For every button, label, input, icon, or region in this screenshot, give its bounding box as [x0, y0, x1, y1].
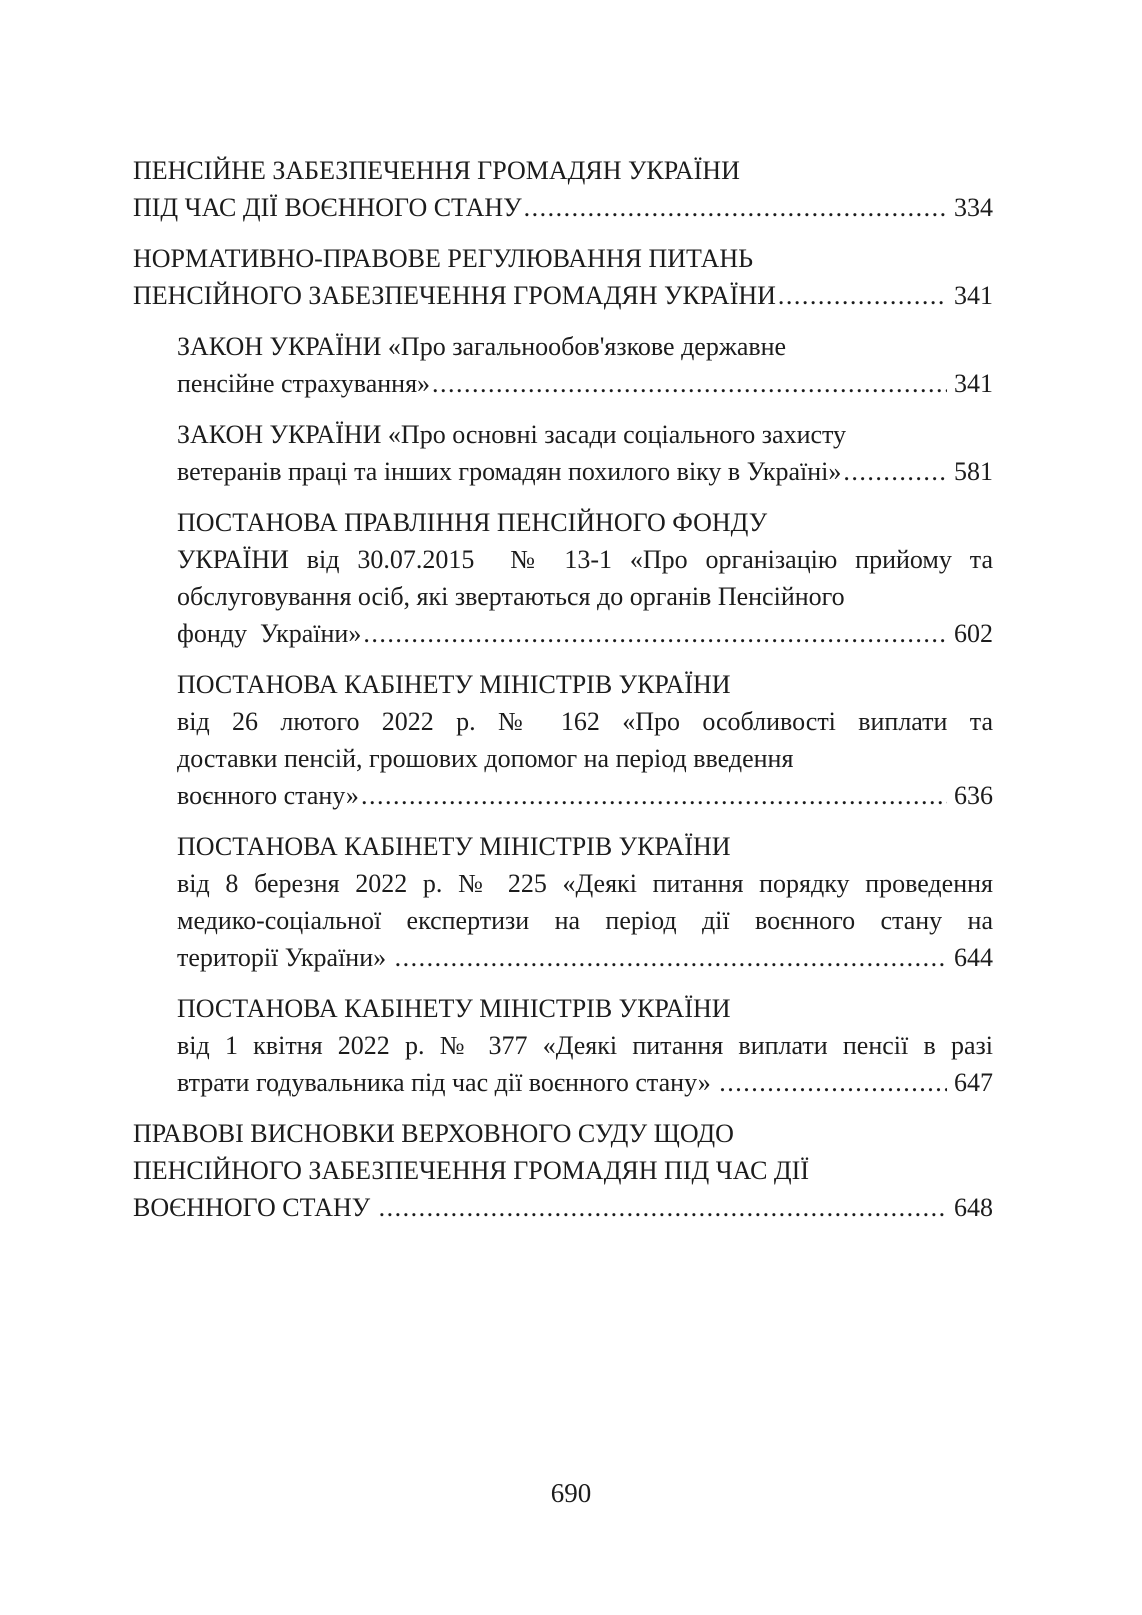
toc-entry-line: обслуговування осіб, які звертаються до органів Пенсійного — [177, 582, 845, 611]
dot-leader — [361, 777, 947, 814]
table-of-contents — [133, 152, 993, 1240]
toc-entry-line: ПЕНСІЙНЕ ЗАБЕЗПЕЧЕННЯ ГРОМАДЯН УКРАЇНИ — [133, 156, 740, 185]
toc-page-number: 341 — [954, 281, 993, 310]
toc-entry-line: ПОСТАНОВА КАБІНЕТУ МІНІСТРІВ УКРАЇНИ — [177, 670, 731, 699]
toc-entry-last-line — [177, 365, 993, 402]
dot-leader — [719, 1064, 947, 1101]
toc-entry-text: пенсійне страхування» — [177, 369, 431, 398]
toc-entry-last-line — [177, 615, 993, 652]
toc-entry-last-line — [177, 939, 993, 976]
toc-entry — [133, 152, 993, 226]
toc-entry-line: УКРАЇНИ від 30.07.2015 № 13-1 «Про організацію прийому та — [177, 545, 993, 574]
toc-entry-line: ПРАВОВІ ВИСНОВКИ ВЕРХОВНОГО СУДУ ЩОДО — [133, 1119, 734, 1148]
toc-entry-last-line — [177, 777, 993, 814]
page-number: 690 — [550, 1478, 592, 1508]
toc-entry-line: ПОСТАНОВА ПРАВЛІННЯ ПЕНСІЙНОГО ФОНДУ — [177, 508, 768, 537]
toc-page-number: 581 — [954, 457, 993, 486]
toc-entry-line: від 1 квітня 2022 р. № 377 «Деякі питання виплати пенсії в разі — [177, 1031, 993, 1060]
toc-entry — [177, 990, 993, 1101]
toc-entry-line: від 26 лютого 2022 р. № 162 «Про особливості виплати та — [177, 707, 993, 736]
toc-entry-line: ПОСТАНОВА КАБІНЕТУ МІНІСТРІВ УКРАЇНИ — [177, 994, 731, 1023]
toc-entry-line: ЗАКОН УКРАЇНИ «Про основні засади соціального захисту — [177, 420, 847, 449]
toc-entry-line: від 8 березня 2022 р. № 225 «Деякі питання порядку проведення — [177, 869, 993, 898]
toc-entry-text: ВОЄННОГО СТАНУ — [133, 1193, 377, 1222]
toc-entry-last-line — [133, 1189, 993, 1226]
dot-leader — [395, 939, 947, 976]
toc-entry-line: ЗАКОН УКРАЇНИ «Про загальнообов'язкове державне — [177, 332, 787, 361]
toc-entry-text: фонду України» — [177, 619, 362, 648]
toc-entry — [177, 328, 993, 402]
toc-entry — [177, 504, 993, 652]
dot-leader — [363, 615, 947, 652]
toc-entry-last-line — [133, 277, 993, 314]
toc-entry-line: ПЕНСІЙНОГО ЗАБЕЗПЕЧЕННЯ ГРОМАДЯН ПІД ЧАС ДІЇ — [133, 1156, 809, 1185]
toc-entry-text: ПІД ЧАС ДІЇ ВОЄННОГО СТАНУ — [133, 193, 522, 222]
dot-leader — [524, 189, 947, 226]
toc-page-number: 602 — [954, 619, 993, 648]
toc-entry-last-line — [177, 453, 993, 490]
toc-entry-text: ПЕНСІЙНОГО ЗАБЕЗПЕЧЕННЯ ГРОМАДЯН УКРАЇНИ — [133, 281, 776, 310]
toc-entry-text: втрати годувальника під час дії воєнного стану» — [177, 1068, 718, 1097]
toc-entry — [177, 666, 993, 814]
toc-entry-text: ветеранів праці та інших громадян похилого віку в Україні» — [177, 457, 842, 486]
page-footer — [0, 1477, 1142, 1509]
toc-entry-last-line — [133, 189, 993, 226]
toc-page-number: 636 — [954, 781, 993, 810]
toc-entry-line: НОРМАТИВНО-ПРАВОВЕ РЕГУЛЮВАННЯ ПИТАНЬ — [133, 244, 754, 273]
toc-page-number: 341 — [954, 369, 993, 398]
toc-page-number: 648 — [954, 1193, 993, 1222]
toc-entry — [177, 828, 993, 976]
toc-page-number: 644 — [954, 943, 993, 972]
toc-entry — [133, 1115, 993, 1226]
toc-page-number: 647 — [954, 1068, 993, 1097]
dot-leader — [379, 1189, 947, 1226]
toc-entry-last-line — [177, 1064, 993, 1101]
toc-entry — [177, 416, 993, 490]
dot-leader — [778, 277, 947, 314]
toc-entry — [133, 240, 993, 314]
toc-entry-line: ПОСТАНОВА КАБІНЕТУ МІНІСТРІВ УКРАЇНИ — [177, 832, 731, 861]
dot-leader — [843, 453, 947, 490]
toc-entry-line: медико-соціальної експертизи на період дії воєнного стану на — [177, 906, 993, 935]
toc-page-number: 334 — [954, 193, 993, 222]
toc-entry-line: доставки пенсій, грошових допомог на період введення — [177, 744, 794, 773]
dot-leader — [432, 365, 947, 402]
toc-entry-text: воєнного стану» — [177, 781, 359, 810]
toc-entry-text: території України» — [177, 943, 393, 972]
